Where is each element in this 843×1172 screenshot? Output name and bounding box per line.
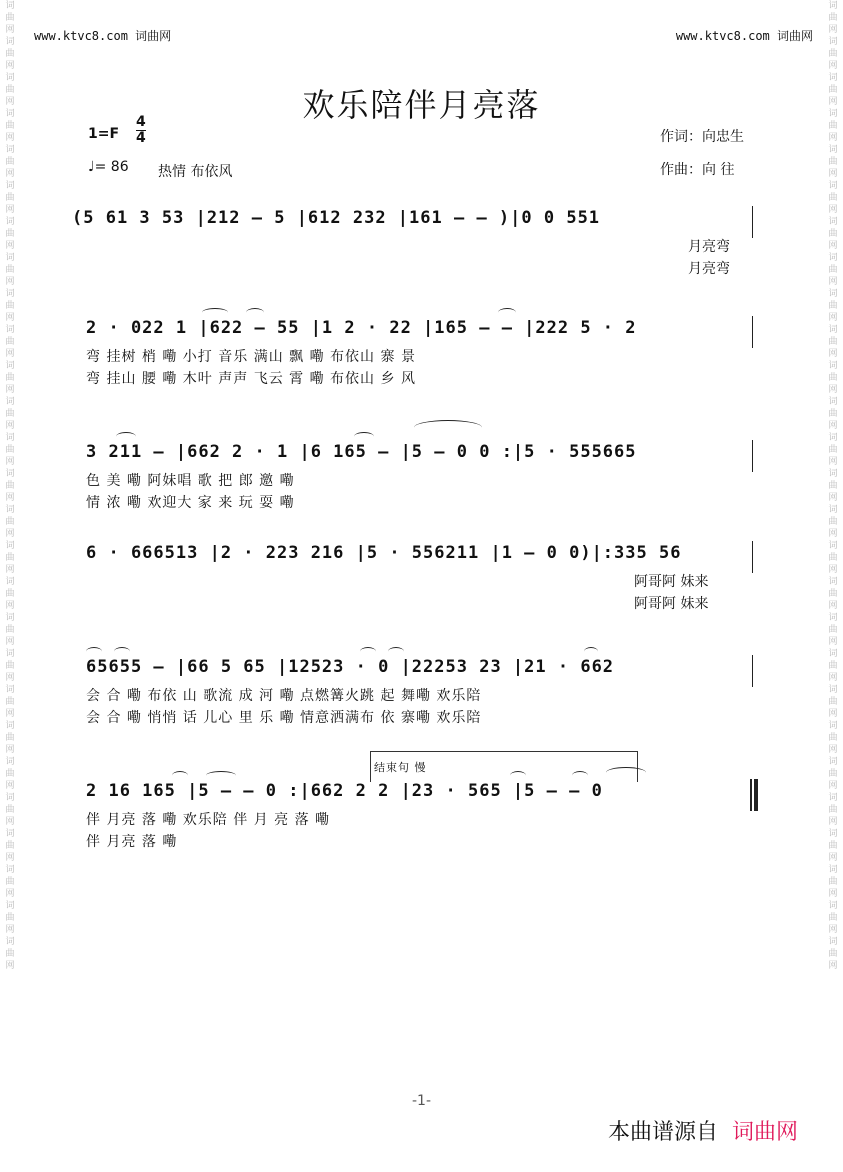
slur [172, 771, 188, 780]
barline [752, 440, 753, 472]
slur [606, 767, 646, 778]
score-line-6 [86, 761, 776, 850]
page-number: -1- [411, 1093, 431, 1109]
barline [752, 316, 753, 348]
lyrics-line-3-verse-2: 情 浓 嘞 欢迎大 家 来 玩 耍 嘞 [86, 495, 295, 511]
score-line-2 [86, 318, 776, 387]
notes-line-1: (5 61 3 53 |212 – 5 |612 232 |161 – – )|0 0 551 [72, 208, 601, 228]
slur [360, 647, 376, 656]
time-signature [136, 115, 146, 146]
right-watermark-strip: 词曲网词曲网词曲网词曲网词曲网词曲网词曲网词曲网词曲网词曲网词曲网词曲网词曲网词曲网词曲网词曲网词曲网词曲网词曲网词曲网词曲网词曲网词曲网词曲网词曲网词曲网词曲网 [828, 1, 838, 971]
barline [752, 541, 753, 573]
song-title: 欢乐陪伴月亮落 [302, 86, 541, 124]
score-line-5 [86, 657, 776, 726]
composer-credit: 作曲：向 往 [660, 162, 735, 178]
notes-line-4: 6 · 666513 |2 · 223 216 |5 · 556211 |1 – 0 0)|:335 56 [86, 543, 682, 563]
slur [388, 647, 404, 656]
barline [752, 655, 753, 687]
final-barline-thick [754, 779, 758, 811]
slur [116, 432, 136, 441]
lyrics-line-1-verse-2: 月亮弯 [688, 261, 730, 277]
lyrics-line-4-verse-1: 阿哥阿 妹来 [634, 574, 709, 590]
source-site-link[interactable]: 词曲网 [731, 1120, 798, 1145]
notes-line-6: 2 16 165 |5 – – 0 :|662 2 2 |23 · 565 |5 – – 0 [86, 781, 603, 801]
score-line-4 [86, 543, 776, 612]
final-barline-thin [750, 779, 752, 811]
style-mark: 热情 布依风 [158, 164, 233, 180]
lyrics-line-3-verse-1: 色 美 嘞 阿妹唱 歌 把 郎 邀 嘞 [86, 473, 295, 489]
time-sig-top: 4 [136, 114, 146, 130]
ending-label: 结束句 慢 [374, 761, 427, 774]
header-right-url: www.ktvc8.com 词曲网 [675, 29, 813, 43]
tempo-mark: ♩= 86 [88, 159, 129, 175]
lyrics-line-5-verse-2: 会 合 嘞 悄悄 话 儿心 里 乐 嘞 情意洒满布 依 寨嘞 欢乐陪 [86, 710, 482, 726]
source-attribution [608, 1115, 798, 1146]
header-left-url: www.ktvc8.com 词曲网 [34, 29, 172, 43]
barline [752, 206, 753, 238]
left-watermark-strip: 词曲网词曲网词曲网词曲网词曲网词曲网词曲网词曲网词曲网词曲网词曲网词曲网词曲网词曲网词曲网词曲网词曲网词曲网词曲网词曲网词曲网词曲网词曲网词曲网词曲网词曲网词曲网 [5, 1, 15, 971]
slur [498, 308, 516, 317]
source-text: 本曲谱源自 [607, 1120, 718, 1145]
score-line-3 [86, 442, 776, 511]
score-line-1 [72, 208, 762, 277]
notes-line-3: 3 211 – |662 2 · 1 |6 165 – |5 – 0 0 :|5 · 555665 [86, 442, 637, 462]
lyrics-line-5-verse-1: 会 合 嘞 布依 山 歌流 成 河 嘞 点燃篝火跳 起 舞嘞 欢乐陪 [86, 688, 482, 704]
lyrics-line-6-verse-2: 伴 月亮 落 嘞 [86, 834, 178, 850]
lyrics-line-4-verse-2: 阿哥阿 妹来 [634, 596, 709, 612]
notes-line-2: 2 · 022 1 |622 – 55 |1 2 · 22 |165 – – |222 5 · 2 [86, 318, 637, 338]
slur [206, 771, 236, 780]
lyrics-line-2-verse-2: 弯 挂山 腰 嘞 木叶 声声 飞云 霄 嘞 布依山 乡 风 [86, 371, 416, 387]
time-sig-bottom: 4 [136, 130, 146, 146]
lyrics-line-1-verse-1: 月亮弯 [688, 239, 730, 255]
slur [510, 771, 526, 780]
slur [354, 432, 374, 441]
slur [114, 647, 130, 656]
slur [202, 308, 228, 317]
slur [584, 647, 598, 656]
slur [572, 771, 588, 780]
lyrics-line-6-verse-1: 伴 月亮 落 嘞 欢乐陪 伴 月 亮 落 嘞 [86, 812, 331, 828]
key-signature: 1=F [88, 126, 120, 142]
slur [86, 647, 102, 656]
lyricist-credit: 作词：向忠生 [660, 129, 744, 145]
lyrics-line-2-verse-1: 弯 挂树 梢 嘞 小打 音乐 满山 飘 嘞 布依山 寨 景 [86, 349, 416, 365]
notes-line-5: 65655 – |66 5 65 |12523 · 0 |22253 23 |21 · 662 [86, 657, 615, 677]
slur [414, 420, 482, 435]
slur [246, 308, 264, 317]
